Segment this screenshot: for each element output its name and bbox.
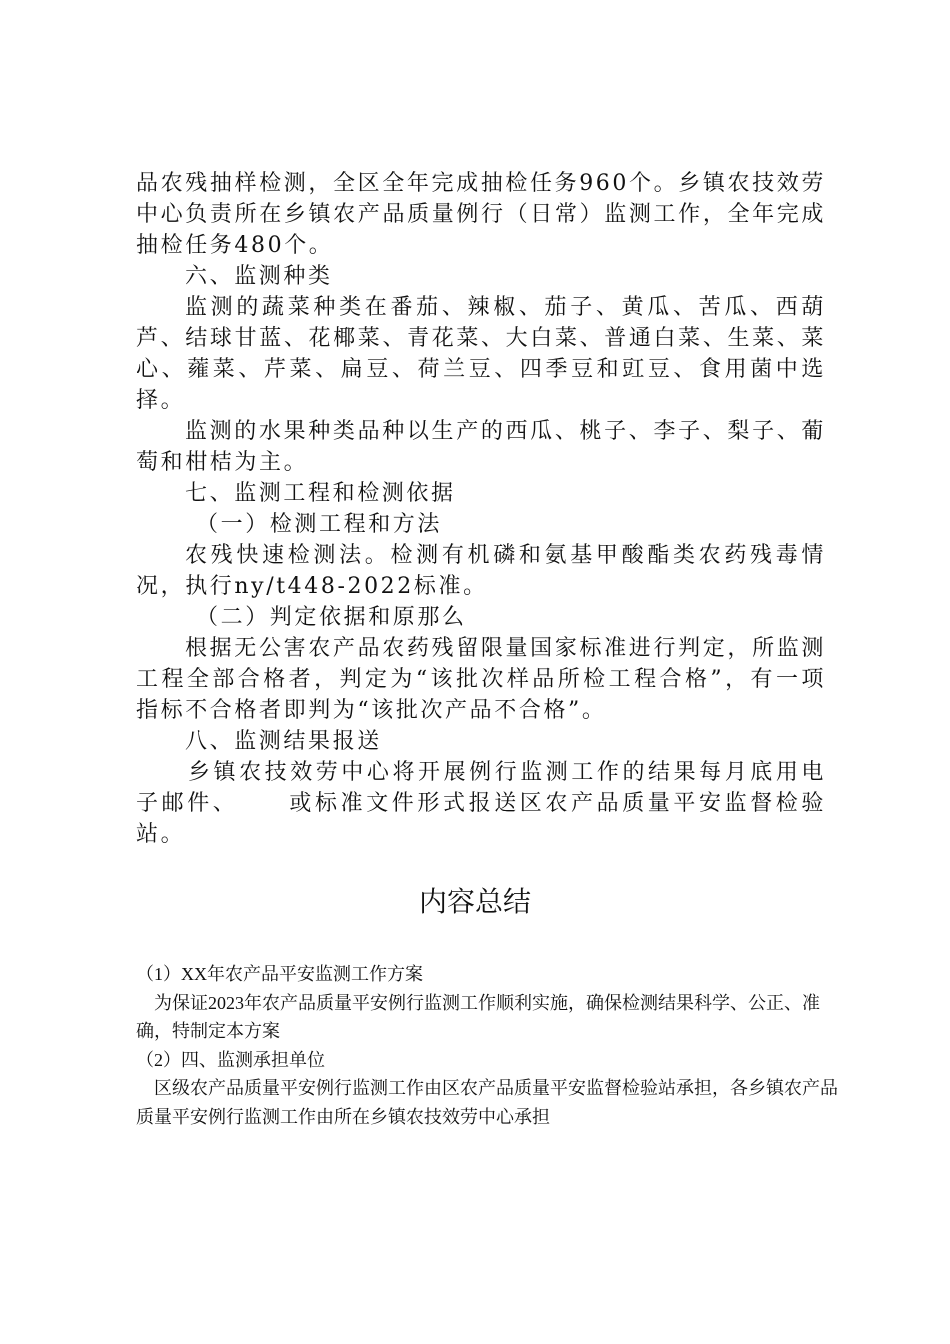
paragraph: 监测的蔬菜种类在番茄、辣椒、茄子、黄瓜、苦瓜、西葫芦、结球甘蓝、花椰菜、青花菜、大白菜、普通白菜、生菜、菜心、蕹菜、芹菜、扁豆、荷兰豆、四季豆和豇豆、食用菌中选择。 — [136, 295, 826, 413]
subsection-heading: （二）判定依据和原那么 — [196, 605, 467, 630]
summary-title: 内容总结 — [418, 885, 531, 918]
paragraph: 农残快速检测法。检测有机磷和氨基甲酸酯类农药残毒情况，执行ny/t448-2022标准。 — [136, 543, 826, 599]
paragraph-part: 或标准文件形式报送区农产品质量平安监督检验站。 — [136, 791, 826, 847]
paragraph: 品农残抽样检测，全区全年完成抽检任务960个。乡镇农技效劳中心负责所在乡镇农产品质量例行（日常）监测工作，全年完成抽检任务480个。 — [136, 171, 826, 258]
summary-section — [136, 960, 846, 1131]
section-heading: 八、监测结果报送 — [185, 729, 382, 754]
summary-item-heading: （2）四、监测承担单位 — [136, 1049, 325, 1070]
paragraph-part: 乡镇农技效劳中心将开展例行监测工作的结果每月底用电子邮件、 — [136, 760, 826, 816]
subsection-heading: （一）检测工程和方法 — [196, 512, 443, 537]
paragraph — [136, 757, 826, 850]
section-heading: 七、监测工程和检测依据 — [185, 481, 456, 506]
paragraph: 监测的水果种类品种以生产的西瓜、桃子、李子、梨子、葡萄和柑桔为主。 — [136, 419, 826, 475]
summary-item-text: 为保证2023年农产品质量平安例行监测工作顺利实施，确保检测结果科学、公正、准确，特制定本方案 — [136, 992, 820, 1041]
summary-item-heading: （1）XX年农产品平安监测工作方案 — [136, 964, 423, 984]
summary-item-text: 区级农产品质量平安例行监测工作由区农产品质量平安监督检验站承担，各乡镇农产品质量平安例行监测工作由所在乡镇农技效劳中心承担 — [136, 1078, 838, 1127]
document-body — [136, 168, 826, 850]
paragraph: 根据无公害农产品农药残留限量国家标准进行判定，所监测工程全部合格者，判定为“该批次样品所检工程合格”，有一项指标不合格者即判为“该批次产品不合格”。 — [136, 636, 826, 723]
section-heading: 六、监测种类 — [185, 264, 333, 289]
